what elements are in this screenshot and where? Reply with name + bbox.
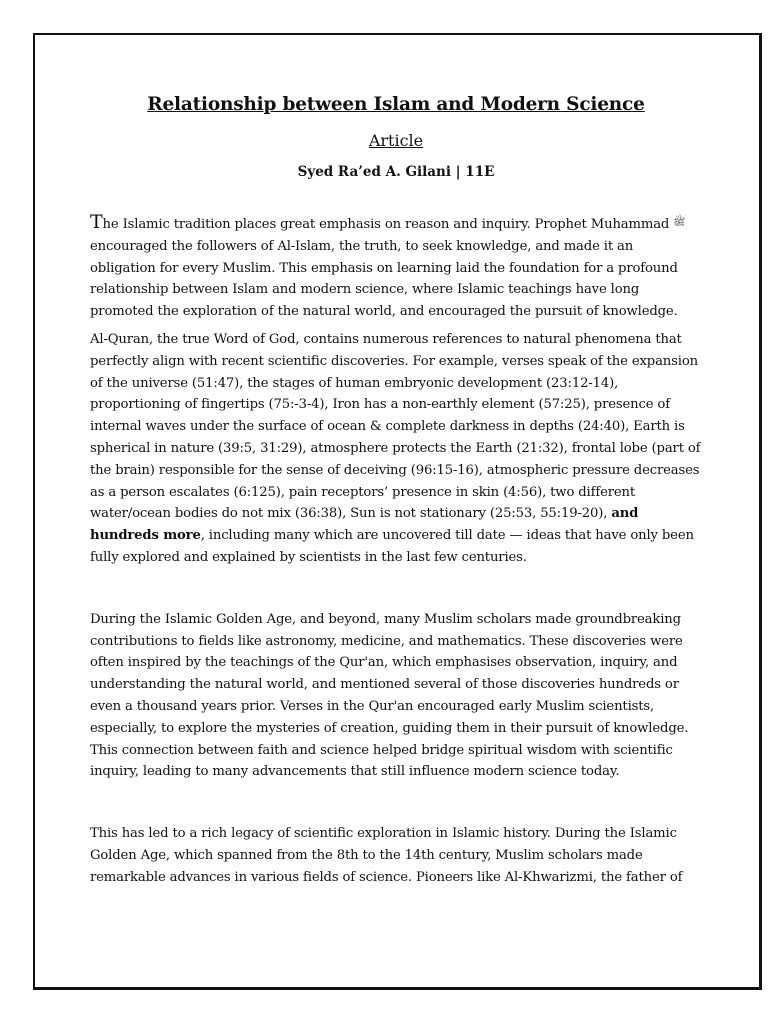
document-subtitle: Article bbox=[368, 131, 424, 150]
document-body bbox=[90, 94, 702, 889]
paragraph-quran-text-b: , including many which are uncovered till date — ideas that have only been fully explored and explained by scientists in the last few centuries. bbox=[90, 528, 694, 565]
paragraph-legacy: This has led to a rich legacy of scientific exploration in Islamic history. During the Islamic Golden Age, which spanned from the 8th to the 14th century, Muslim scholars made remarkable advances in various fields of science. Pioneers like Al-Khwarizmi, the father of bbox=[90, 826, 683, 885]
document-title: Relationship between Islam and Modern Science bbox=[147, 94, 645, 115]
paragraph-intro bbox=[90, 212, 702, 323]
paragraph-quran bbox=[90, 329, 702, 569]
paragraph-intro-text-b: encouraged the followers of Al-Islam, the truth, to seek knowledge, and made it an obligation for every Muslim. This emphasis on learning laid the foundation for a profound relationship between Islam and modern science, where Islamic teachings have long promoted the exploration of the natural world, and encouraged the pursuit of knowledge. bbox=[90, 238, 678, 320]
paragraph-golden-age: During the Islamic Golden Age, and beyond, many Muslim scholars made groundbreaking contributions to fields like astronomy, medicine, and mathematics. These discoveries were often inspired by the teachings of the Qur'an, which emphasises observation, inquiry, and understanding the natural world, and mentioned several of those discoveries hundreds or even a thousand years prior. Verses in the Qur'an encouraged early Muslim scientists, especially, to explore the mysteries of creation, guiding them in their pursuit of knowledge. This connection between faith and science helped bridge spiritual wisdom with scientific inquiry, leading to many advancements that still influence modern science today. bbox=[90, 611, 689, 780]
paragraph-quran-text-a: Al-Quran, the true Word of God, contains numerous references to natural phenomena that perfectly align with recent scientific discoveries. For example, verses speak of the expansion of the universe (51:47), the stages of human embryonic development (23:12-14), proportioning of fingertips (75:-3-4), Iron has a non-earthly element (57:25), presence of internal waves under the surface of ocean & complete darkness in depths (24:40), Earth is spherical in nature (39:5, 31:29), atmosphere protects the Earth (21:32), frontal lobe (part of the brain) responsible for the sense of deceiving (96:15-16), atmospheric pressure decreases as a person escalates (6:125), pain receptors’ presence in skin (4:56), two different water/ocean bodies do not mix (36:38), Sun is not stationary (25:53, 55:19-20), bbox=[90, 331, 701, 522]
document-author: Syed Ra’ed A. Gilani | 11E bbox=[297, 164, 495, 180]
paragraph-intro-text-a: he Islamic tradition places great emphasis on reason and inquiry. Prophet Muhammad bbox=[102, 217, 670, 232]
drop-cap: T bbox=[90, 211, 103, 233]
paragraph-quran-bold: and hundreds more bbox=[90, 506, 639, 544]
pbuh-symbol-icon: ﷺ bbox=[673, 217, 686, 228]
